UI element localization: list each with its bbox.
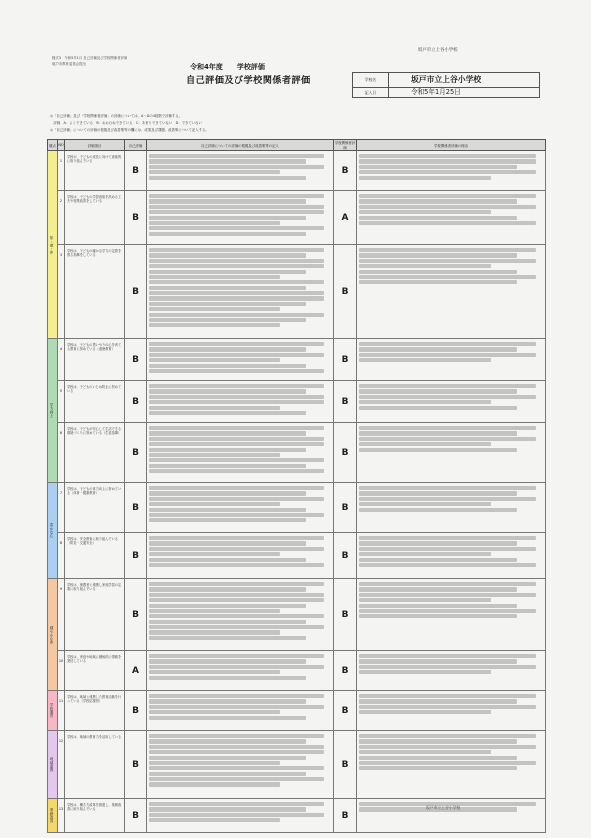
table-row <box>48 339 546 381</box>
school-score: B <box>334 731 357 799</box>
header-self-eval: 自己評価 <box>125 140 147 151</box>
note-line-2: 評価 A：よくできている B：おおむねできている C：あまりできていない D：できていない <box>50 121 202 125</box>
school-score: A <box>334 191 357 245</box>
category-cell <box>48 483 58 579</box>
note-line-3: ◎「自己評価」についての評価の根拠及び改善策等の欄には、成果及び課題、改善策について記入する。 <box>50 128 209 132</box>
school-reason-text <box>357 651 546 691</box>
self-reason-text <box>147 483 334 533</box>
self-reason-text <box>147 691 334 731</box>
row-item: 学校は、子どもの学習意欲を高める工夫や授業改善をしている <box>65 191 125 245</box>
school-score: B <box>334 691 357 731</box>
row-number: 4 <box>58 339 65 381</box>
self-score: B <box>125 533 147 579</box>
school-reason-text <box>357 339 546 381</box>
row-number: 2 <box>58 191 65 245</box>
school-reason-text <box>357 245 546 339</box>
table-header-row <box>48 140 546 151</box>
category-cell <box>48 151 58 339</box>
school-score: B <box>334 533 357 579</box>
school-reason-text <box>357 799 546 833</box>
row-number: 12 <box>58 731 65 799</box>
row-item: 学校は、安全教育に取り組んでいる（防災・交通安全） <box>65 533 125 579</box>
header-category: 観点 <box>48 140 58 151</box>
self-score: A <box>125 651 147 691</box>
row-number: 7 <box>58 483 65 533</box>
school-score: B <box>334 579 357 651</box>
row-item: 学校は、働き方改革を推進し、業務改善に取り組んでいる <box>65 799 125 833</box>
table-row <box>48 191 546 245</box>
self-score: B <box>125 691 147 731</box>
table-row <box>48 381 546 423</box>
self-reason-text <box>147 245 334 339</box>
self-score: B <box>125 381 147 423</box>
category-label: 学力向上 <box>50 403 54 418</box>
header-item: 評価項目 <box>65 140 125 151</box>
self-reason-text <box>147 651 334 691</box>
school-reason-text <box>357 191 546 245</box>
header-note-2: 坂戸市教育委員会提出 <box>52 62 86 66</box>
self-reason-text <box>147 579 334 651</box>
category-label: 知・徳・体 <box>50 235 54 254</box>
school-info-box <box>352 72 540 98</box>
self-reason-text <box>147 339 334 381</box>
school-score: B <box>334 651 357 691</box>
self-reason-text <box>147 191 334 245</box>
date-label: 記入日 <box>353 87 389 98</box>
title-year: 令和4年度 学校評価 <box>190 63 265 71</box>
school-reason-text <box>357 579 546 651</box>
note-line-1: ◎「自己評価」及び「学校関係者評価」の評価については、A～Dの4段階で評価する。 <box>50 114 183 118</box>
category-label: 業務改善 <box>50 808 54 823</box>
row-number: 6 <box>58 423 65 483</box>
school-score: B <box>334 151 357 191</box>
category-label: 豊かな心 <box>50 523 54 538</box>
school-reason-text <box>357 381 546 423</box>
self-reason-text <box>147 381 334 423</box>
school-score: B <box>334 245 357 339</box>
row-item: 学校は、子どもの確かな学力の定着を図る指導をしている <box>65 245 125 339</box>
self-reason-text <box>147 151 334 191</box>
category-cell <box>48 691 58 731</box>
row-item: 学校は、地域と連携した教育活動を行っている（学校応援団） <box>65 691 125 731</box>
self-reason-text <box>147 799 334 833</box>
table-row <box>48 533 546 579</box>
row-item: 学校は、子どもの思いやりの心を育てる教育に努めている（道徳教育） <box>65 339 125 381</box>
category-label: 健やかな体 <box>50 625 54 644</box>
table-row <box>48 691 546 731</box>
table-row <box>48 423 546 483</box>
self-reason-text <box>147 731 334 799</box>
school-score: B <box>334 381 357 423</box>
school-reason-text <box>357 483 546 533</box>
category-cell <box>48 339 58 483</box>
school-label: 学校名 <box>353 73 389 87</box>
table-row <box>48 483 546 533</box>
school-name: 坂戸市立上谷小学校 <box>411 75 482 84</box>
self-score: B <box>125 423 147 483</box>
category-cell <box>48 731 58 799</box>
header-school-reason: 学校関係者評価の理由 <box>357 140 546 151</box>
school-reason-text <box>357 533 546 579</box>
self-score: B <box>125 731 147 799</box>
header-school-right: 坂戸市立上谷小学校 <box>418 48 458 53</box>
school-score: B <box>334 483 357 533</box>
header-school-eval: 学校関係者評価 <box>334 141 356 150</box>
evaluation-table <box>47 139 546 833</box>
category-label: 学校運営 <box>50 703 54 718</box>
category-cell <box>48 579 58 691</box>
table-row <box>48 151 546 191</box>
date-value: 令和5年1月25日 <box>411 88 461 96</box>
school-score: B <box>334 423 357 483</box>
self-reason-text <box>147 533 334 579</box>
row-number: 9 <box>58 579 65 651</box>
self-score: B <box>125 191 147 245</box>
self-score: B <box>125 245 147 339</box>
header-note-1: 様式3 令和5年1月 自己評価及び学校関係者評価 <box>52 56 128 60</box>
self-score: B <box>125 339 147 381</box>
row-item: 学校は、家庭や地域に積極的に情報を発信している <box>65 651 125 691</box>
table-row <box>48 651 546 691</box>
category-label: 地域連携 <box>50 757 54 772</box>
row-item: 学校は、地域の教育力を活用している <box>65 731 125 799</box>
header-no: NO <box>58 140 65 151</box>
row-number: 5 <box>58 381 65 423</box>
row-item: 学校が、子どもの成長に向けて意欲的に取り組んでいる <box>65 151 125 191</box>
self-score: B <box>125 483 147 533</box>
row-item: 学校は、保護者と連携し家庭学習の定着に取り組んでいる <box>65 579 125 651</box>
self-reason-text <box>147 423 334 483</box>
self-score: B <box>125 799 147 833</box>
table-row <box>48 799 546 833</box>
row-item: 学校は、子どもの体力向上に努めている（体育・健康教育） <box>65 483 125 533</box>
row-number: 13 <box>58 799 65 833</box>
row-item: 学校は、子どもが安心して生活できる環境づくりに努めている（生徒指導） <box>65 423 125 483</box>
school-reason-text <box>357 423 546 483</box>
row-number: 3 <box>58 245 65 339</box>
category-cell <box>48 799 58 833</box>
row-number: 10 <box>58 651 65 691</box>
school-reason-text <box>357 151 546 191</box>
school-score: B <box>334 799 357 833</box>
table-row <box>48 731 546 799</box>
row-number: 8 <box>58 533 65 579</box>
row-number: 1 <box>58 151 65 191</box>
page-title: 自己評価及び学校関係者評価 <box>186 75 311 86</box>
table-row <box>48 245 546 339</box>
school-reason-text <box>357 731 546 799</box>
school-reason-text <box>357 691 546 731</box>
table-row <box>48 579 546 651</box>
self-score: B <box>125 579 147 651</box>
school-score: B <box>334 339 357 381</box>
header-self-reason: 自己評価についての評価の根拠及び改善策等の記入 <box>147 140 334 151</box>
footer-school: 坂戸市立上谷小学校 <box>426 805 461 810</box>
self-score: B <box>125 151 147 191</box>
row-number: 11 <box>58 691 65 731</box>
row-item: 学校は、子どものいじめ防止に努めている <box>65 381 125 423</box>
